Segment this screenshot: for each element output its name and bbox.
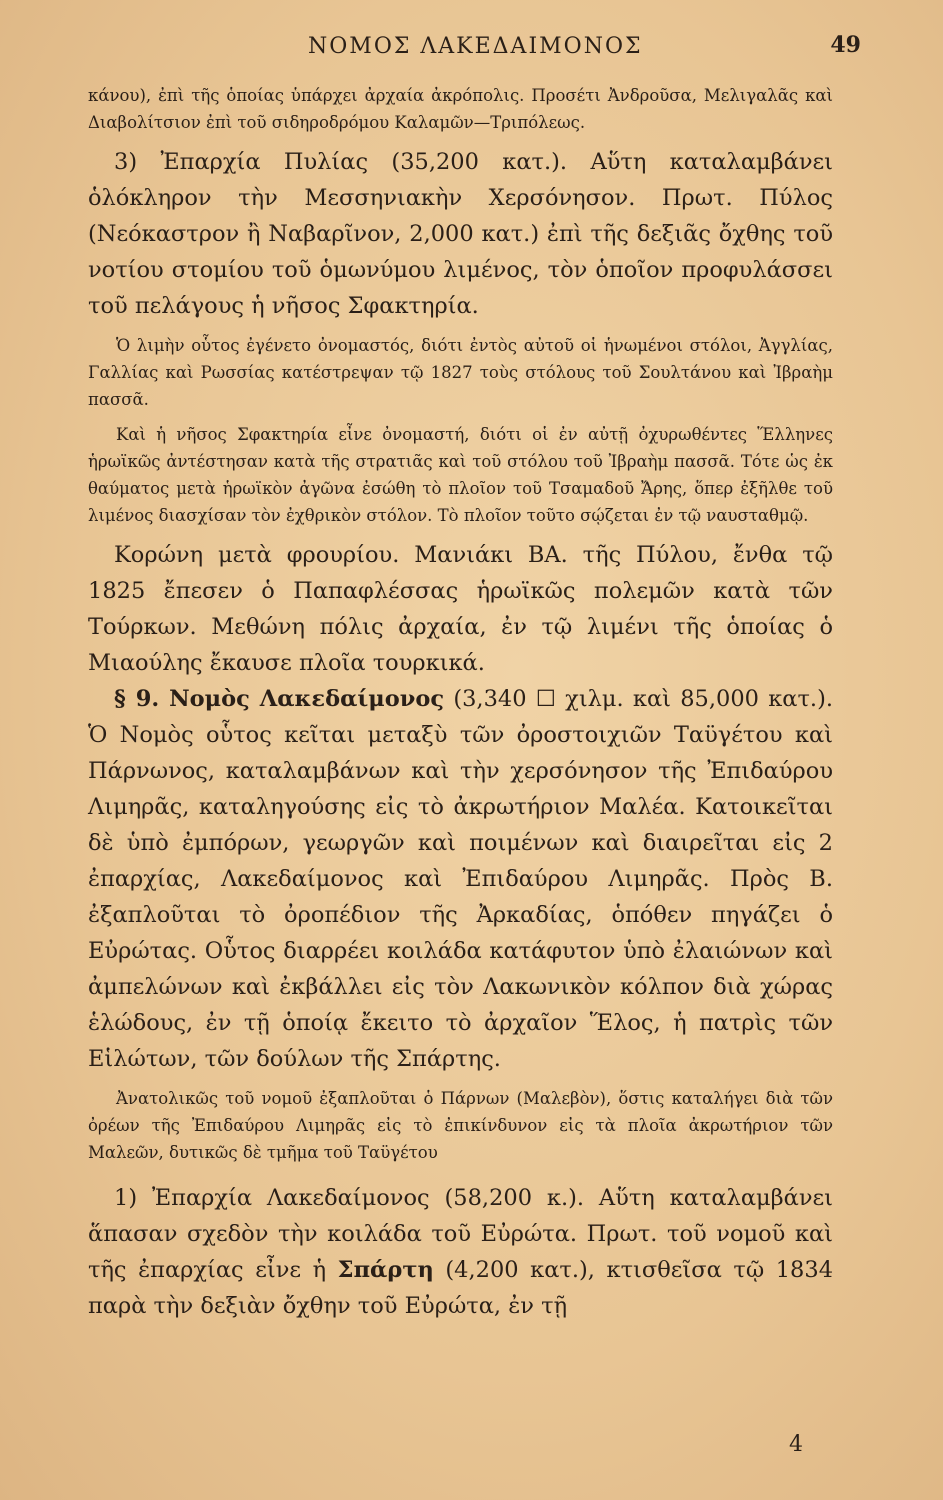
page-body bbox=[88, 82, 833, 1324]
paragraph: Ὁ λιμὴν οὗτος ἐγένετο ὀνομαστός, διότι ἐντὸς αὐτοῦ οἱ ἡνωμένοι στόλοι, Ἀγγλίας, Γαλλίας καὶ Ρωσσίας κατέστρεψαν τῷ 1827 τοὺς στόλους τοῦ Σουλτάνου καὶ Ἰβραὴμ πασσᾶ. bbox=[88, 336, 833, 409]
page-number: 49 bbox=[830, 32, 861, 58]
paragraph: κάνου), ἐπὶ τῆς ὁποίας ὑπάρχει ἀρχαία ἀκρόπολις. Προσέτι Ἀνδροῦσα, Μελιγαλᾶς καὶ Διαβολίτσιον ἐπὶ τοῦ σιδηροδρόμου Καλαμῶν—Τριπόλεως. bbox=[88, 86, 833, 132]
section-text: (3,340 ☐ χιλμ. καὶ 85,000 κατ.). Ὁ Νομὸς οὗτος κεῖται μεταξὺ τῶν ὀροστοιχιῶν Ταϋγέτου καὶ Πάρνωνος, καταλαμβάνων καὶ τὴν χερσόνησον τῆς Ἐπιδαύρου Λιμηρᾶς, καταληγούσης εἰς τὸ ἀκρωτήριον Μαλέα. Κατοικεῖται δὲ ὑπὸ ἐμπόρων, γεωργῶν καὶ ποιμένων καὶ διαιρεῖται εἰς 2 ἐπαρχίας, Λακεδαίμονος καὶ Ἐπιδαύρου Λιμηρᾶς. Πρὸς Β. ἐξαπλοῦται τὸ ὀροπέδιον τῆς Ἀρκαδίας, ὁπόθεν πηγάζει ὁ Εὐρώτας. Οὗτος διαρρέει κοιλάδα κατάφυτον ὑπὸ ἐλαιώνων καὶ ἀμπελώνων καὶ ἐκβάλλει εἰς τὸν Λακωνικὸν κόλπον διὰ χώρας ἑλώδους, ἐν τῇ ὁποίᾳ ἔκειτο τὸ ἀρχαῖον Ἕλος, ἡ πατρὶς τῶν Εἱλώτων, τῶν δούλων τῆς Σπάρτης. bbox=[88, 686, 833, 1072]
signature-mark: 4 bbox=[789, 1432, 803, 1457]
running-title: ΝΟΜΟΣ ΛΑΚΕΔΑΙΜΟΝΟΣ bbox=[308, 34, 643, 59]
paragraph: Κορώνη μετὰ φρουρίου. Μανιάκι ΒΑ. τῆς Πύλου, ἔνθα τῷ 1825 ἔπεσεν ὁ Παπαφλέσσας ἡρωϊκῶς πολεμῶν κατὰ τῶν Τούρκων. Μεθώνη πόλις ἀρχαία, ἐν τῷ λιμένι τῆς ὁποίας ὁ Μιαούλης ἔκαυσε πλοῖα τουρκικά. bbox=[88, 542, 833, 676]
paragraph bbox=[88, 1180, 833, 1324]
page-header bbox=[88, 28, 861, 82]
paragraph: Καὶ ἡ νῆσος Σφακτηρία εἶνε ὀνομαστή, διότι οἱ ἐν αὐτῇ ὀχυρωθέντες Ἕλληνες ἡρωϊκῶς ἀντέστησαν κατὰ τῆς στρατιᾶς καὶ τοῦ στόλου τοῦ Ἰβραὴμ πασσᾶ. Τότε ὡς ἐκ θαύματος μετὰ ἡρωϊκὸν ἀγῶνα ἐσώθη τὸ πλοῖον τοῦ Τσαμαδοῦ Ἄρης, ὅπερ ἐξῆλθε τοῦ λιμένος διασχίσαν τὸν ἐχθρικὸν στόλον. Τὸ πλοῖον τοῦτο σῴζεται ἐν τῷ ναυσταθμῷ. bbox=[88, 425, 833, 525]
section-paragraph bbox=[88, 681, 833, 1077]
text-span: (4,200 κατ.), κτισθεῖσα τῷ 1834 παρὰ τὴν δεξιὰν ὄχθην τοῦ Εὐρώτα, ἐν τῇ bbox=[88, 1257, 834, 1319]
bold-term: Σπάρτη bbox=[337, 1257, 434, 1283]
paragraph: 3) Ἐπαρχία Πυλίας (35,200 κατ.). Αὕτη καταλαμβάνει ὁλόκληρον τὴν Μεσσηνιακὴν Χερσόνησον. Πρωτ. Πύλος (Νεόκαστρον ἢ Ναβαρῖνον, 2,000 κατ.) ἐπὶ τῆς δεξιᾶς ὄχθης τοῦ νοτίου στομίου τοῦ ὁμωνύμου λιμένος, τὸν ὁποῖον προφυλάσσει τοῦ πελάγους ἡ νῆσος Σφακτηρία. bbox=[88, 149, 833, 319]
section-heading: § 9. Νομὸς Λακεδαίμονος bbox=[114, 686, 445, 712]
paragraph: Ἀνατολικῶς τοῦ νομοῦ ἐξαπλοῦται ὁ Πάρνων (Μαλεβὸν), ὅστις καταλήγει διὰ τῶν ὀρέων τῆς Ἐπιδαύρου Λιμηρᾶς εἰς τὸ ἐπικίνδυνον εἰς τὰ πλοῖα ἀκρωτήριον τῶν Μαλεῶν, δυτικῶς δὲ τμῆμα τοῦ Ταϋγέτου bbox=[88, 1089, 833, 1162]
text-span: 1) Ἐπαρχία Λακεδαίμονος (58,200 κ.). Αὕτη καταλαμβάνει ἅπασαν σχεδὸν τὴν κοιλάδα τοῦ Εὐρώτα. Πρωτ. τοῦ νομοῦ καὶ τῆς ἐπαρχίας εἶνε ἡ bbox=[88, 1185, 833, 1283]
